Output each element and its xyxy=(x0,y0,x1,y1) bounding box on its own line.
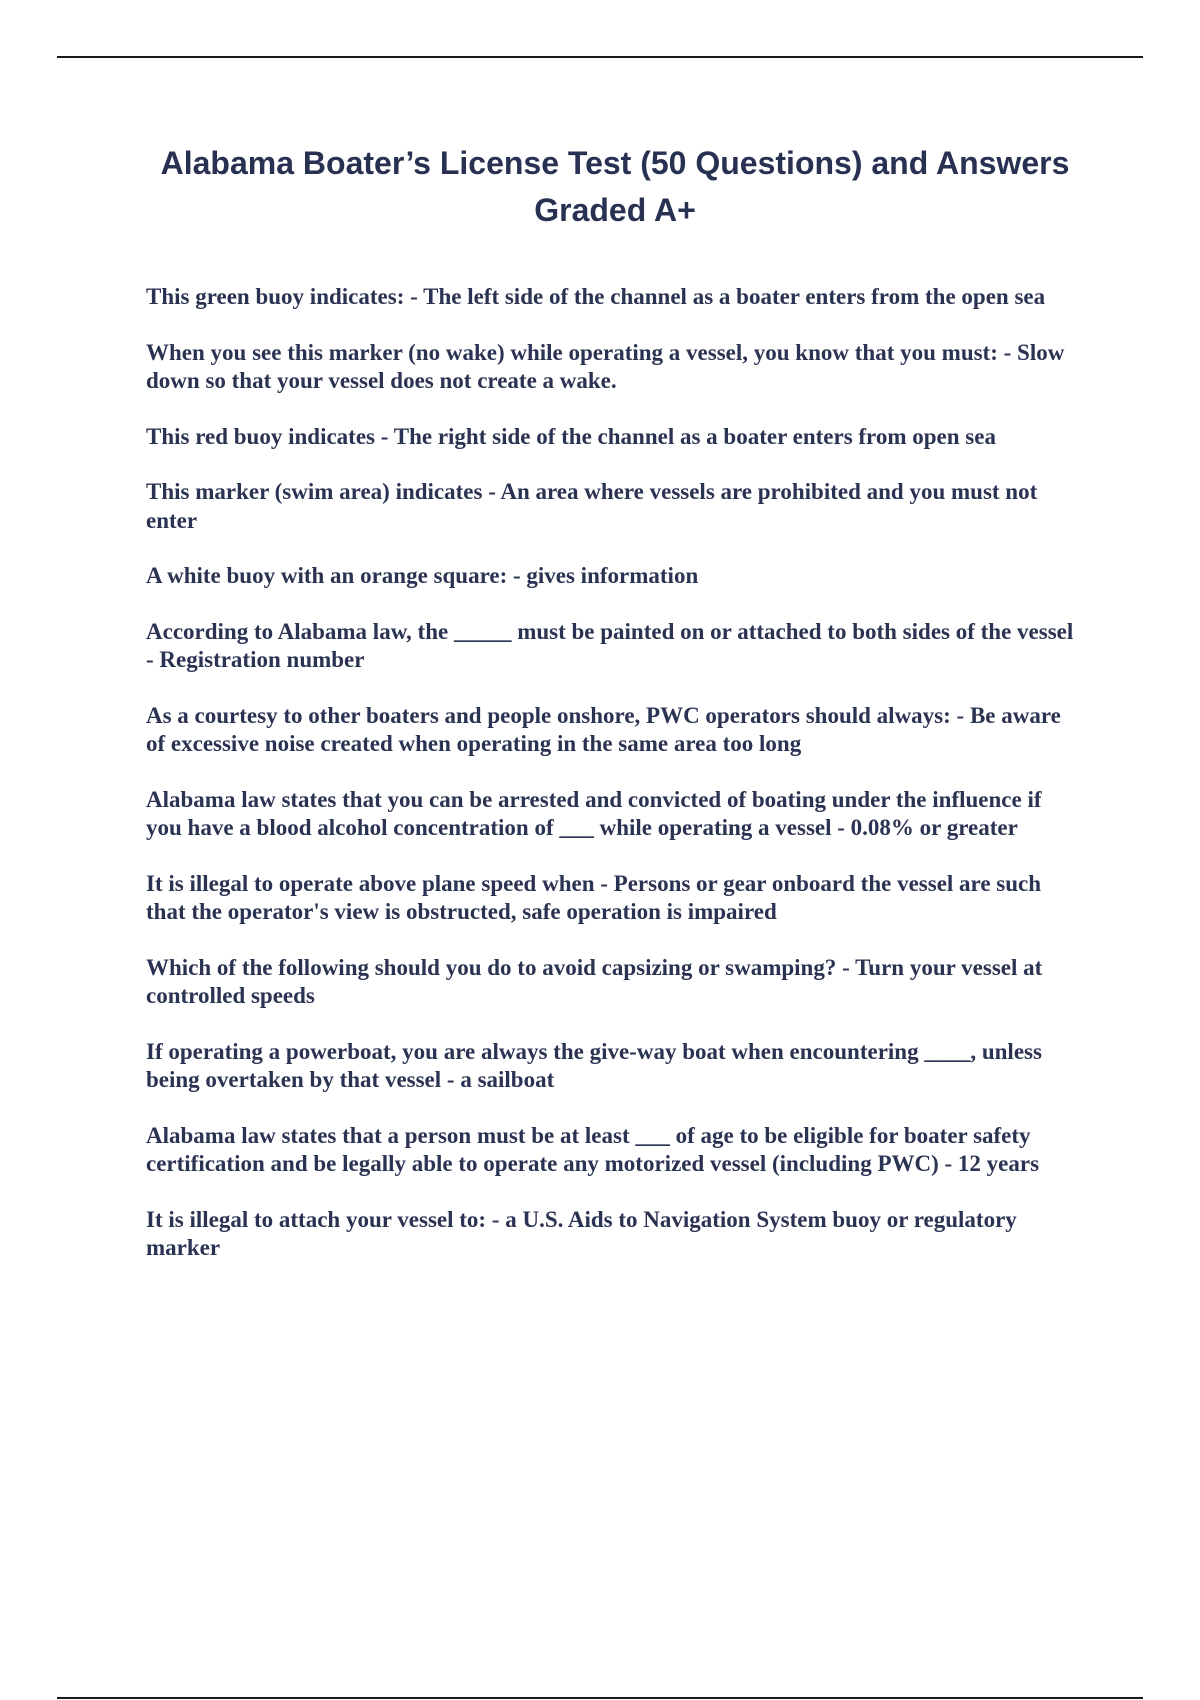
question-answer-item: This green buoy indicates: - The left side of the channel as a boater enters from the open sea xyxy=(146,284,1046,309)
question-answer-item: Alabama law states that a person must be at least ___ of age to be eligible for boater safety certification and be legally able to operate any motorized vessel (including PWC) - 12 years xyxy=(146,1122,1040,1176)
question-answer-item: It is illegal to operate above plane speed when - Persons or gear onboard the vessel are such that the operator's view is obstructed, safe operation is impaired xyxy=(146,870,1042,924)
question-answer-item: This marker (swim area) indicates - An area where vessels are prohibited and you must not enter xyxy=(146,479,1038,533)
question-answer-item: When you see this marker (no wake) while operating a vessel, you know that you must: - Slow down so that your vessel does not create a wake. xyxy=(146,339,1065,393)
question-answer-item: As a courtesy to other boaters and people onshore, PWC operators should always: - Be aware of excessive noise created when operating in the same area too long xyxy=(146,702,1061,756)
top-divider xyxy=(57,56,1143,58)
document-title: Alabama Boater’s License Test (50 Questions) and Answers Graded A+ xyxy=(160,145,1070,228)
question-answer-item: This red buoy indicates - The right side of the channel as a boater enters from open sea xyxy=(146,423,996,449)
question-answer-item: If operating a powerboat, you are always the give-way boat when encountering ____, unless being overtaken by that vessel - a sailboat xyxy=(146,1038,1042,1092)
question-answer-item: It is illegal to attach your vessel to: - a U.S. Aids to Navigation System buoy or regulatory marker xyxy=(146,1206,1017,1260)
bottom-divider xyxy=(57,1697,1143,1699)
question-answer-item: A white buoy with an orange square: - gives information xyxy=(146,563,699,588)
question-answer-list xyxy=(146,283,1076,1290)
question-answer-item: Which of the following should you do to avoid capsizing or swamping? - Turn your vessel at controlled speeds xyxy=(146,954,1043,1008)
question-answer-item: According to Alabama law, the _____ must be painted on or attached to both sides of the vessel - Registration number xyxy=(146,618,1074,672)
question-answer-item: Alabama law states that you can be arrested and convicted of boating under the influence if you have a blood alcohol concentration of ___ while operating a vessel - 0.08% or greater xyxy=(146,786,1042,840)
